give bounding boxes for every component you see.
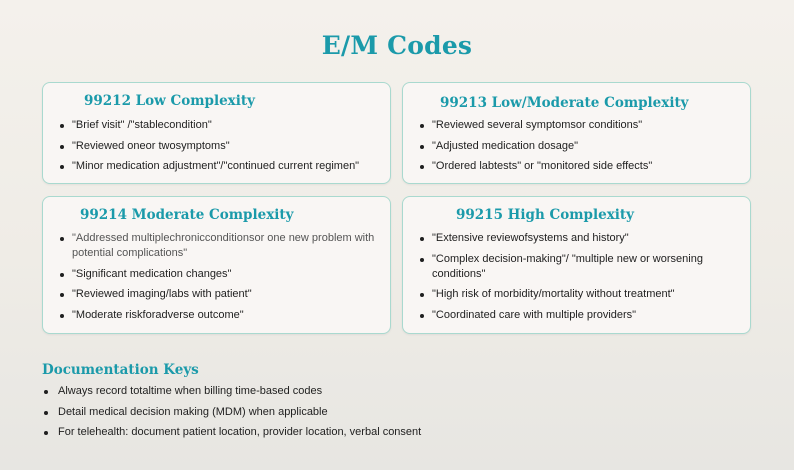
list-item: "Adjusted medication dosage" bbox=[417, 139, 742, 154]
list-item: "Coordinated care with multiple providers" bbox=[417, 308, 742, 323]
list-item: "Brief visit" /"stablecondition" bbox=[57, 118, 382, 133]
list-item: "Extensive reviewofsystems and history" bbox=[417, 231, 742, 246]
page-title: E/M Codes bbox=[321, 31, 473, 60]
list-item: "Addressed multiplechronicconditionsor one new problem with potential complications" bbox=[57, 231, 382, 261]
list-item: "Ordered labtests" or "monitored side effects" bbox=[417, 159, 742, 174]
card-99213-list bbox=[417, 118, 742, 180]
list-item: "Minor medication adjustment"/"continued current regimen" bbox=[57, 159, 382, 174]
list-item: "Complex decision-making"/ "multiple new or worsening conditions" bbox=[417, 252, 742, 282]
card-99212 bbox=[42, 82, 391, 184]
card-99213 bbox=[402, 82, 751, 184]
card-99212-list bbox=[57, 118, 382, 180]
documentation-keys-heading: Documentation Keys bbox=[42, 362, 199, 378]
list-item: "High risk of morbidity/mortality without treatment" bbox=[417, 287, 742, 302]
list-item: "Reviewed imaging/labs with patient" bbox=[57, 287, 382, 302]
card-99214-list bbox=[57, 231, 382, 328]
list-item: Detail medical decision making (MDM) when applicable bbox=[42, 405, 421, 420]
documentation-keys-list bbox=[42, 384, 421, 446]
list-item: "Reviewed oneor twosymptoms" bbox=[57, 139, 382, 154]
list-item: Always record totaltime when billing time-based codes bbox=[42, 384, 421, 399]
card-title-99212: 99212 Low Complexity bbox=[84, 93, 255, 109]
card-title-99215: 99215 High Complexity bbox=[456, 207, 634, 223]
list-item: "Significant medication changes" bbox=[57, 267, 382, 282]
card-99215 bbox=[402, 196, 751, 334]
card-99215-list bbox=[417, 231, 742, 328]
list-item: For telehealth: document patient location, provider location, verbal consent bbox=[42, 425, 421, 440]
list-item: "Reviewed several symptomsor conditions" bbox=[417, 118, 742, 133]
card-99214 bbox=[42, 196, 391, 334]
list-item: "Moderate riskforadverse outcome" bbox=[57, 308, 382, 323]
card-title-99214: 99214 Moderate Complexity bbox=[80, 207, 294, 223]
card-title-99213: 99213 Low/Moderate Complexity bbox=[440, 95, 689, 111]
